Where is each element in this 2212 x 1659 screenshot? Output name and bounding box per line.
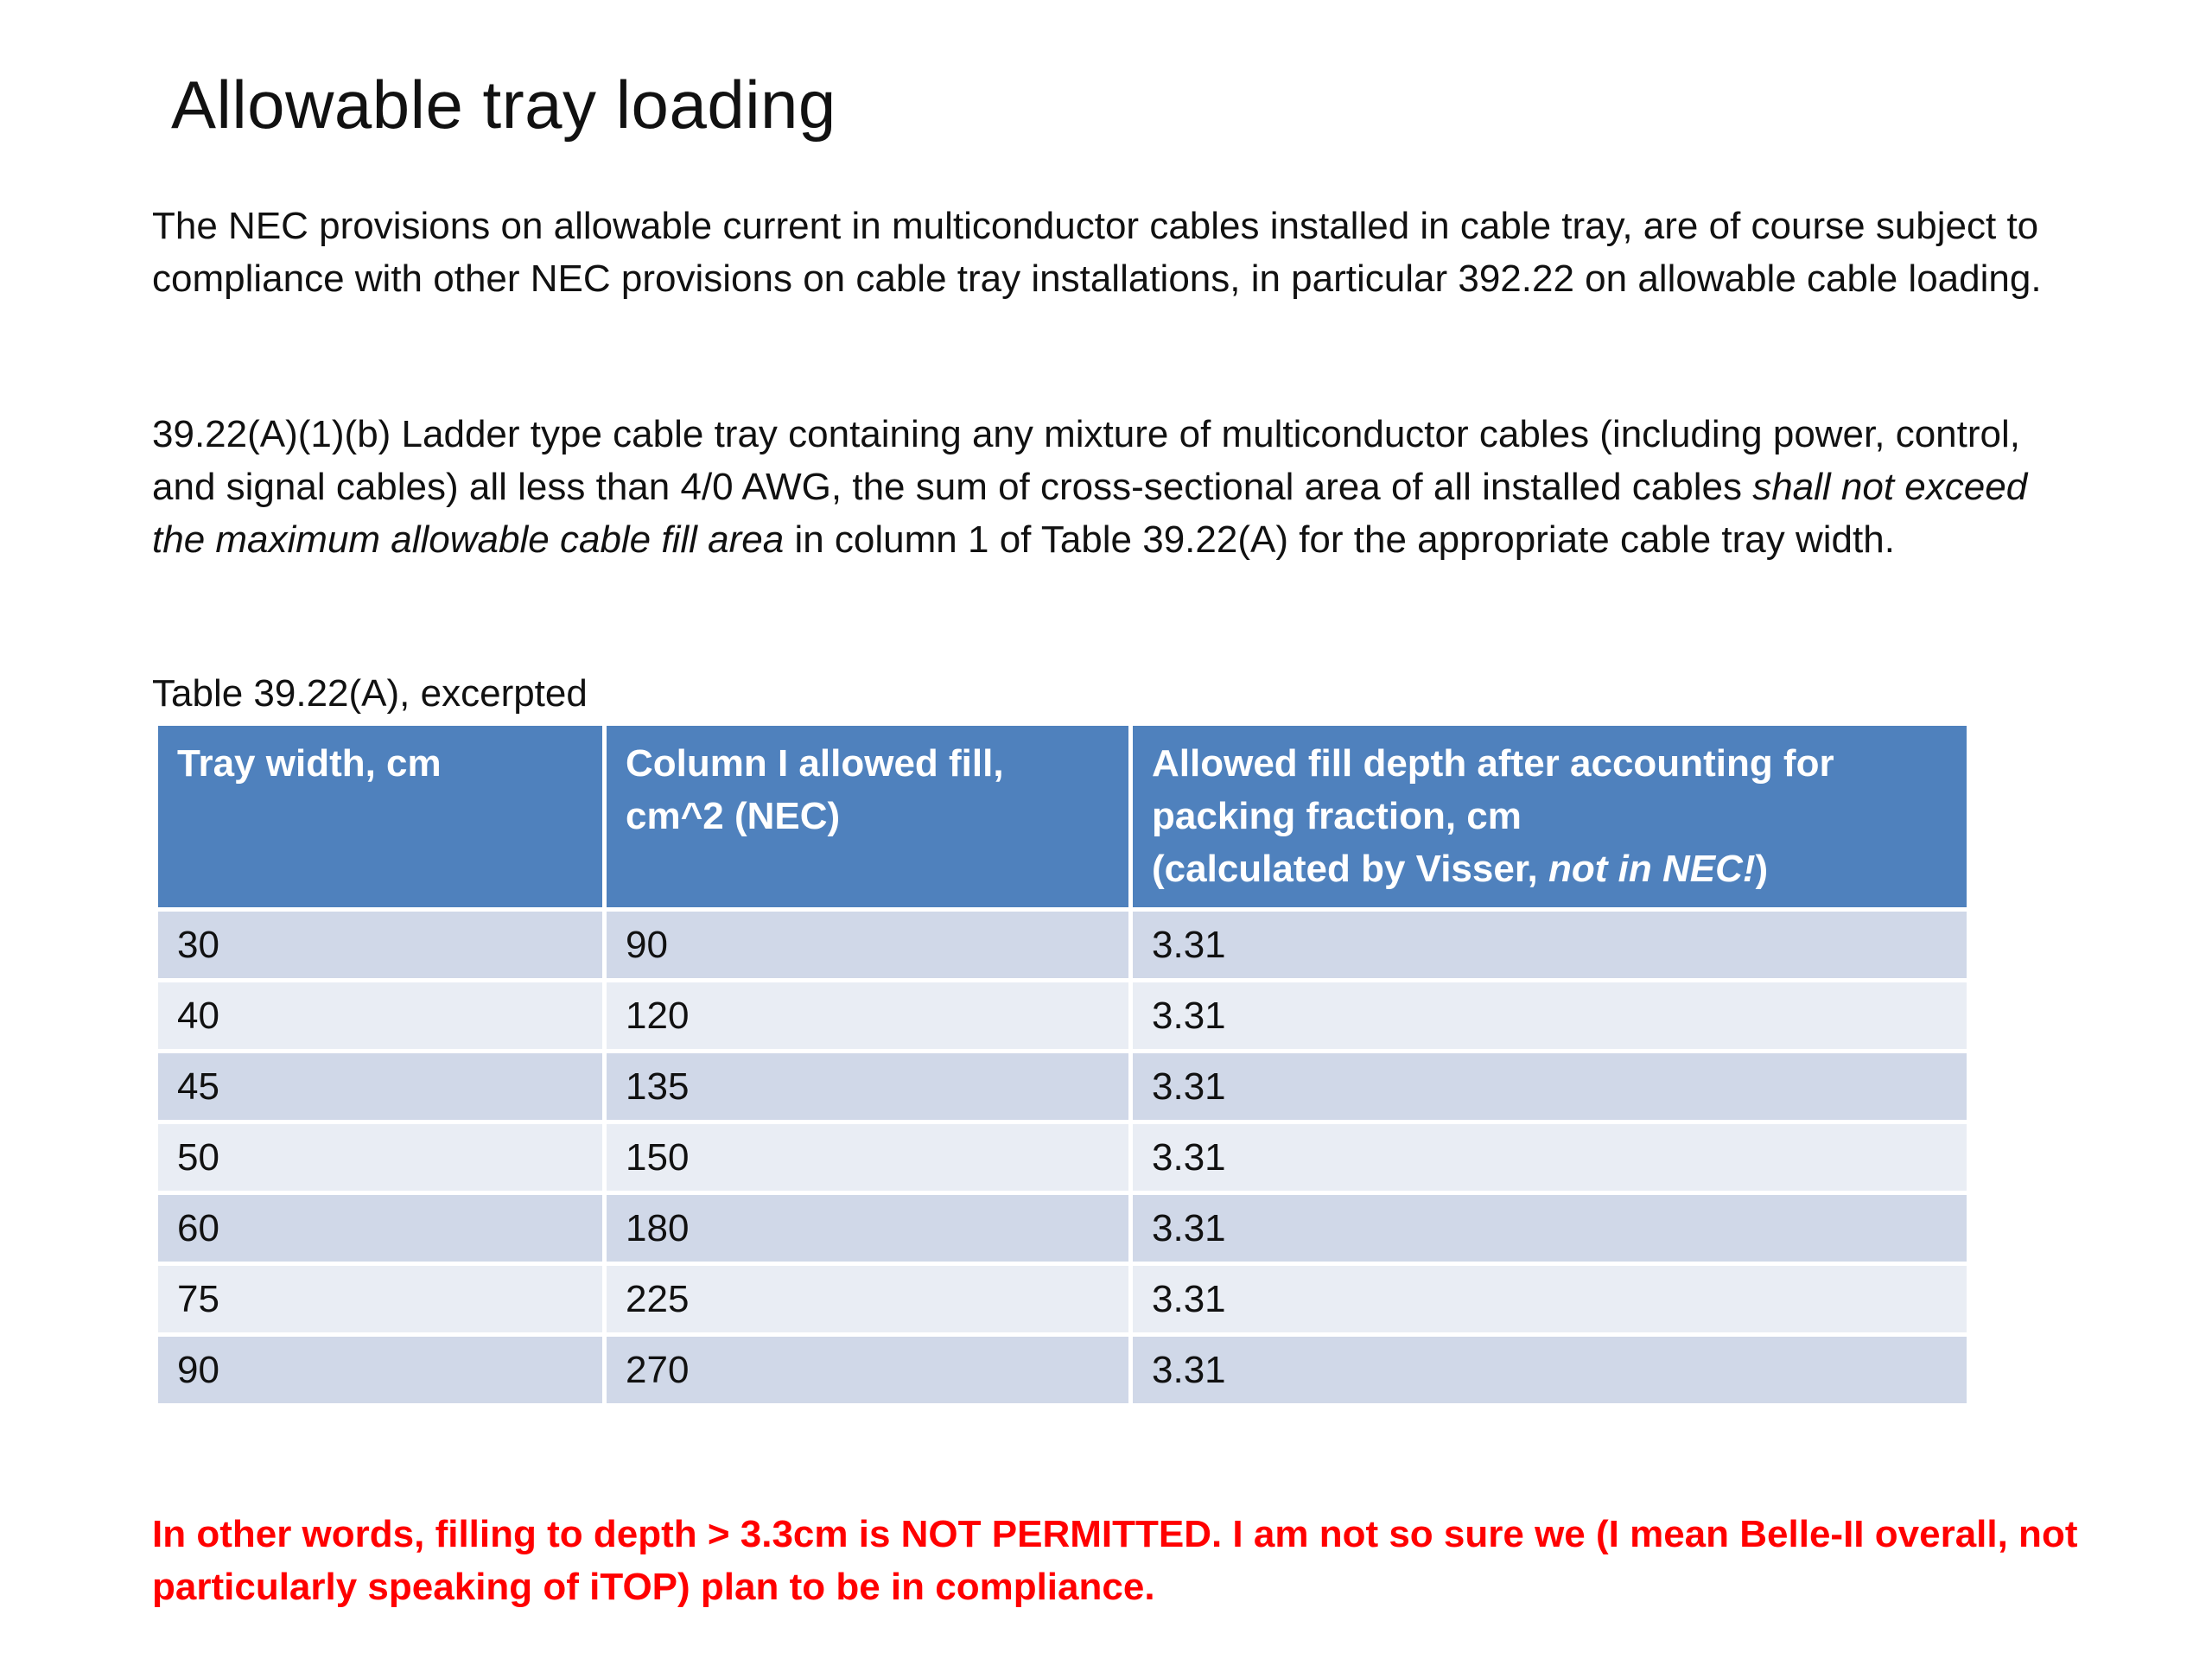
cell-fill-depth: 3.31	[1133, 912, 1967, 978]
cell-allowed-fill: 225	[607, 1266, 1128, 1332]
citation-emphasis: shall not exceed the maximum allowable cable fill area	[152, 466, 2028, 561]
code-citation-paragraph	[152, 408, 2088, 566]
cell-allowed-fill: 180	[607, 1195, 1128, 1262]
cell-allowed-fill: 120	[607, 982, 1128, 1049]
table-header-row	[158, 726, 1967, 907]
header-fill-depth-emphasis: not in NEC!	[1548, 848, 1756, 890]
cell-tray-width: 50	[158, 1124, 602, 1191]
cell-tray-width: 45	[158, 1053, 602, 1120]
table-row	[158, 1124, 1967, 1191]
slide-title: Allowable tray loading	[171, 67, 836, 143]
intro-paragraph: The NEC provisions on allowable current in multiconductor cables installed in cable tray, are of course subject to compliance with other NEC provisions on cable tray installations, in particular 392.22 on allowable cable loading.	[152, 205, 2042, 300]
cell-fill-depth: 3.31	[1133, 1124, 1967, 1191]
table-row	[158, 1266, 1967, 1332]
table-row	[158, 1337, 1967, 1403]
cell-tray-width: 90	[158, 1337, 602, 1403]
conclusion-note: In other words, filling to depth > 3.3cm is NOT PERMITTED. I am not so sure we (I mean Belle-II overall, not particularly speaking of iTOP) plan to be in compliance.	[152, 1513, 2078, 1608]
cell-fill-depth: 3.31	[1133, 1337, 1967, 1403]
table-row	[158, 1053, 1967, 1120]
cell-tray-width: 30	[158, 912, 602, 978]
citation-text-end: in column 1 of Table 39.22(A) for the appropriate cable tray width.	[784, 518, 1895, 561]
header-fill-depth	[1133, 726, 1967, 907]
table-caption: Table 39.22(A), excerpted	[152, 672, 588, 715]
cell-fill-depth: 3.31	[1133, 1266, 1967, 1332]
cell-fill-depth: 3.31	[1133, 1053, 1967, 1120]
header-fill-depth-text: Allowed fill depth after accounting for packing fraction, cm (calculated by Visser,	[1152, 742, 1834, 890]
table-row	[158, 912, 1967, 978]
tray-fill-table	[154, 721, 1971, 1408]
table-row	[158, 1195, 1967, 1262]
header-tray-width: Tray width, cm	[158, 726, 602, 907]
cell-fill-depth: 3.31	[1133, 1195, 1967, 1262]
cell-allowed-fill: 270	[607, 1337, 1128, 1403]
citation-text-start: 39.22(A)(1)(b) Ladder type cable tray containing any mixture of multiconductor cables (including power, control, and signal cables) all less than 4/0 AWG, the sum of cross-sectional area of all installed cables	[152, 413, 2020, 508]
cell-tray-width: 75	[158, 1266, 602, 1332]
header-fill-depth-end: )	[1755, 848, 1769, 890]
cell-tray-width: 40	[158, 982, 602, 1049]
cell-allowed-fill: 90	[607, 912, 1128, 978]
cell-tray-width: 60	[158, 1195, 602, 1262]
cell-allowed-fill: 150	[607, 1124, 1128, 1191]
table-row	[158, 982, 1967, 1049]
cell-allowed-fill: 135	[607, 1053, 1128, 1120]
header-allowed-fill: Column I allowed fill, cm^2 (NEC)	[607, 726, 1128, 907]
cell-fill-depth: 3.31	[1133, 982, 1967, 1049]
